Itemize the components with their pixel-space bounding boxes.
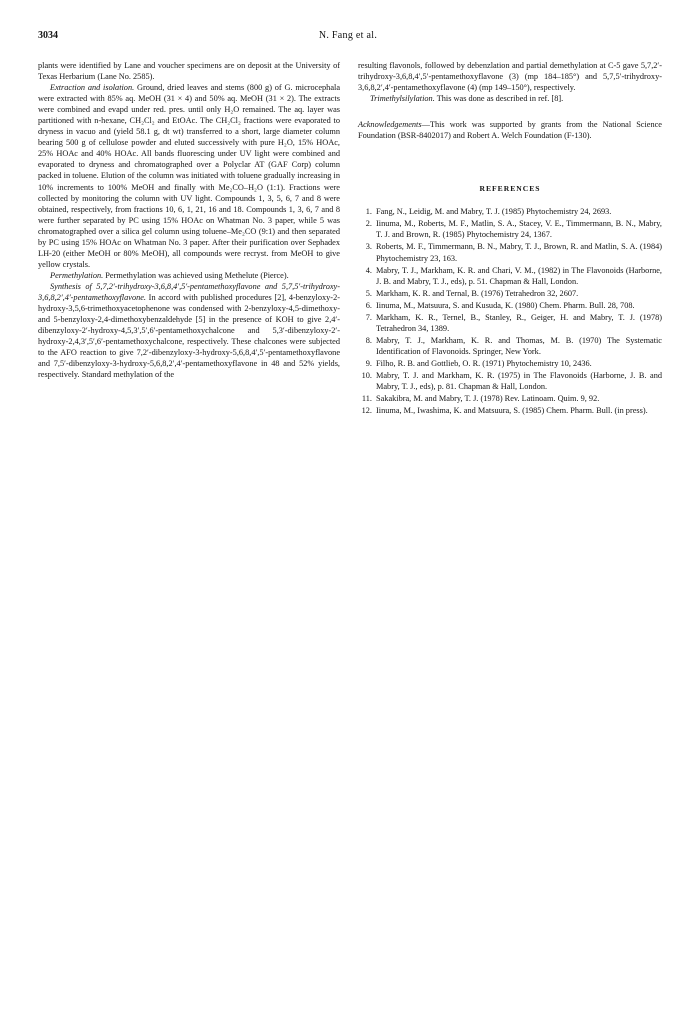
paragraph-permethylation: Permethylation. Permethylation was achieved using Methelute (Pierce). [50, 270, 289, 280]
reference-item: 7. Markham, K. R., Ternel, B., Stanley, R., Geiger, H. and Mabry, T. J. (1978) Tetrahedron 34, 1389. [365, 312, 662, 333]
reference-item: 6. Iinuma, M., Matsuura, S. and Kusuda, K. (1980) Chem. Pharm. Bull. 28, 708. [365, 300, 635, 310]
acknowledgements: Acknowledgements—This work was supported by grants from the National Science Foundation (BSR-8402017) and Robert A. Welch Foundation (F-130). [358, 120, 662, 141]
subheading-synthesis: Synthesis of 5,7,2′-trihydroxy-3,6,8,4′,5′-pentamethoxyflavone and 5,7,5′-trihydroxy-3,6,8,2′,4′-pentamethoxyflavone. [38, 281, 340, 302]
page-number: 3034 [38, 30, 58, 41]
page-header [38, 30, 658, 46]
subheading-extraction: Extraction and isolation. [50, 83, 135, 93]
references-heading: REFERENCES [479, 184, 541, 194]
acknowledgements-label: Acknowledgements [358, 120, 422, 130]
reference-item: 10. Mabry, T. J. and Markham, K. R. (1975) in The Flavonoids (Harborne, J. B. and Mabry, T. J., eds), p. 81. Chapman & Hall, London. [361, 370, 662, 392]
reference-item: 8. Mabry, T. J., Markham, K. R. and Thomas, M. B. (1970) The Systematic Identification of Flavonoids. Springer, New York. [365, 335, 662, 356]
reference-item: 2. Iinuma, M., Roberts, M. F., Matlin, S. A., Stacey, V. E., Timmermann, B. N., Mabry, T. J. and Brown, R. (1985) Phytochemistry 24, 1367. [365, 219, 662, 240]
paragraph-synthesis: Synthesis of 5,7,2′-trihydroxy-3,6,8,4′,5′-pentamethoxyflavone and 5,7,5′-trihydroxy-3,6,8,2′,4′-pentamethoxyflavone. In accord with published procedures [2], 4-benzyloxy-2-hydroxy-3,5,6-trimethoxyacetophenone was condensed with 2-benzyloxy-4,5-dimethoxy- and 5-benzyloxy-2,4-dimethoxybenzaldehyde [5] in the presence of KOH to give 2,4′-dibenzyloxy-2′-hydroxy-4,5,3′,5′,6′-pentamethoxychalcone and 5,3′-dibenzyloxy-2′-hydroxy-2,4,3′,5′,6′-pentamethoxychalcone, respectively. These chalcones were subjected to the AFO reaction to give 7,2′-dibenzyloxy-3-hydroxy-5,6,8,4′,5′-pentamethoxyflavone and 7,5′-dibenzyloxy-3-hydroxy-5,6,8,2′,4′-pentamethoxyflavone in 48 and 52% yields, respectively. Standard methylation of the [38, 281, 340, 380]
subheading-trimethylsilylation: Trimethylsilylation. [370, 94, 435, 104]
right-column [358, 60, 662, 417]
reference-list [358, 206, 662, 416]
reference-item: 1. Fang, N., Leidig, M. and Mabry, T. J. (1985) Phytochemistry 24, 2693. [365, 207, 612, 217]
paragraph-flavonols: resulting flavonols, followed by debenzlation and partial demethylation at C-5 gave 5,7,2′-trihydroxy-3,6,8,4′,5′-pentamethoxyflavone (3) (mp 184–185°) and 5,7,5′-trihydroxy-3,6,8,2′,4′-pentamethoxyflavone (4) (mp 149–150°), respectively. [358, 61, 662, 93]
reference-item: 5. Markham, K. R. and Ternal, B. (1976) Tetrahedron 32, 2607. [365, 288, 579, 298]
left-column [38, 60, 340, 380]
reference-item: 9. Filho, R. B. and Gottlieb, O. R. (1971) Phytochemistry 10, 2436. [365, 358, 592, 368]
reference-item: 12. Iinuma, M., Iwashima, K. and Matsuura, S. (1985) Chem. Pharm. Bull. (in press). [361, 406, 648, 416]
reference-item: 11. Sakakibra, M. and Mabry, T. J. (1978) Rev. Latinoam. Quim. 9, 92. [361, 394, 600, 404]
reference-item: 3. Roberts, M. F., Timmermann, B. N., Mabry, T. J., Brown, R. and Matlin, S. A. (1984) Phytochemistry 23, 163. [365, 242, 662, 263]
paragraph-extraction: Extraction and isolation. Ground, dried leaves and stems (800 g) of G. microcephala were extracted with 85% aq. MeOH (31 × 4) and 50% aq. MeOH (31 × 2). The extracts were combined and evapd under red. pres. until only H₂O remained. The aq. layer was partitioned with n-hexane, CH₂Cl₂ and EtOAc. The CH₂Cl₂ fractions were evaporated to dryness in vacuo and (yield 58.1 g, dt wt) transferred to a short, large diameter column bearing 500 g of cellulose powder and eluted successively with pure H₂O, 15% HOAc, 25% HOAc and 40% HOAc. All bands fluorescing under UV light were combined and evaporated to dryness and chromatographed over a Polyclar AT (GAF Corp) column packed in toluene. Elution of the column was initiated with toluene gradually increasing in 10% increments to 100% MeOH and finally with Me₂CO–H₂O (1:1). Fractions were collected by monitoring the column with UV light. Compounds 1, 3, 5, 6, 7 and 8 were obtained, respectively, from fractions 10, 6, 1, 21, 16 and 18. Compounds 1, 3, 6, 7 and 8 were further separated by PC using 15% HOAc on Whatman No. 3 paper, while 5 was chromatographed over a silica gel column using toluene–Me₂CO (9:1) and then separated by PC using 15% HOAc on Whatman No. 3 paper. After their purification over Sephadex LH-20 (either MeOH or 80% MeOH), all compounds were recryst. from MeOH to give yellow crystals. [38, 83, 341, 269]
subheading-permethylation: Permethylation. [50, 270, 104, 280]
reference-item: 4. Mabry, T. J., Markham, K. R. and Chari, V. M., (1982) in The Flavonoids (Harborne, J. B. and Mabry, T. J., eds), p. 51. Chapman & Hall, London. [365, 265, 662, 286]
paragraph-trimethylsilylation: Trimethylsilylation. This was done as described in ref. [8]. [370, 94, 564, 104]
paragraph-voucher: plants were identified by Lane and voucher specimens are on deposit at the University of Texas Herbarium (Lane No. 2585). [38, 61, 340, 82]
running-head: N. Fang et al. [318, 30, 378, 41]
